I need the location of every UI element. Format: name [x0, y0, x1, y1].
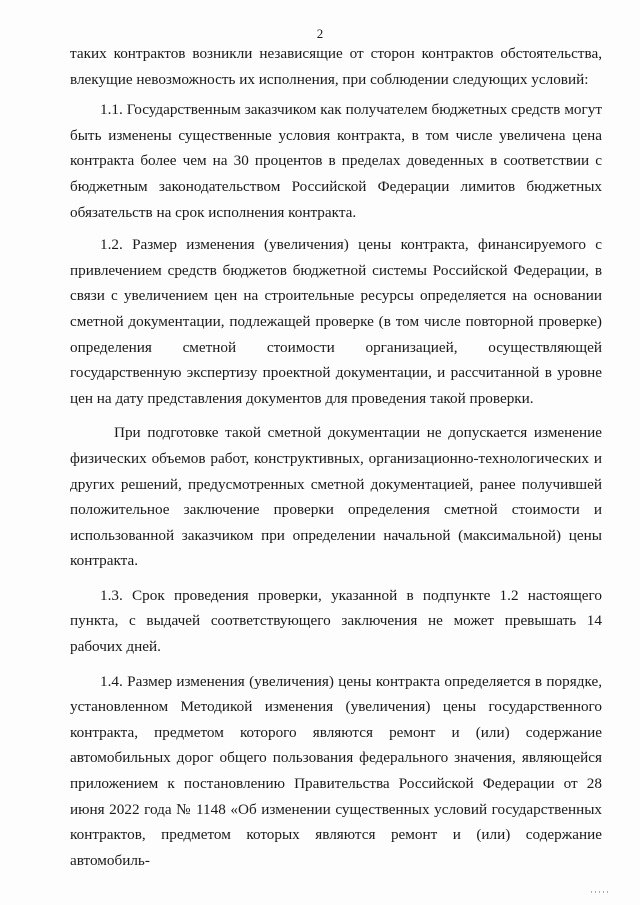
paragraph-item-1-2-note: При подготовке такой сметной документации не допускается изменение физических объемов работ, конструктивных, организационно-технологических и других решений, предусмотренных сметной документацией, ранее получившей положительное заключение проверки определения сметной стоимости и использованной заказчиком при определении начальной (максимальной) цены контракта. — [70, 424, 602, 570]
scan-artifact-dots: ····· — [590, 887, 610, 897]
paragraph-intro-continuation: таких контрактов возникли независящие от сторон контрактов обстоятельства, влекущие невозможность их исполнения, при соблюдении следующих условий: — [70, 45, 602, 88]
page-number: 2 — [316, 26, 324, 41]
paragraph-item-1-4: 1.4. Размер изменения (увеличения) цены контракта определяется в порядке, установленном Методикой изменения (увеличения) цены государственного контракта, предметом которого являются ремонт и (или) содержание автомобильных дорог общего пользования федерального значения, являющейся приложением к постановлению Правительства Российской Федерации от 28 июня 2022 года № 1148 «Об изменении существенных условий государственных контрактов, предметом которых являются ремонт и (или) содержание автомобиль- — [70, 672, 602, 869]
paragraph-item-1-2: 1.2. Размер изменения (увеличения) цены контракта, финансируемого с привлечением средств бюджетов бюджетной системы Российской Федерации, в связи с увеличением цен на строительные ресурсы определяется на основании сметной документации, подлежащей проверке (в том числе повторной проверке) определения сметной стоимости организацией, осуществляющей государственную экспертизу проектной документации, и рассчитанной в уровне цен на дату представления документов для проведения такой проверки. — [70, 236, 602, 407]
paragraph-item-1-1: 1.1. Государственным заказчиком как получателем бюджетных средств могут быть изменены существенные условия контракта, в том числе увеличена цена контракта более чем на 30 процентов в пределах доведенных в соответствии с бюджетным законодательством Российской Федерации лимитов бюджетных обязательств на срок исполнения контракта. — [70, 101, 602, 221]
document-body — [70, 41, 602, 873]
paragraph-item-1-3: 1.3. Срок проведения проверки, указанной в подпункте 1.2 настоящего пункта, с выдачей соответствующего заключения не может превышать 14 рабочих дней. — [70, 586, 602, 656]
